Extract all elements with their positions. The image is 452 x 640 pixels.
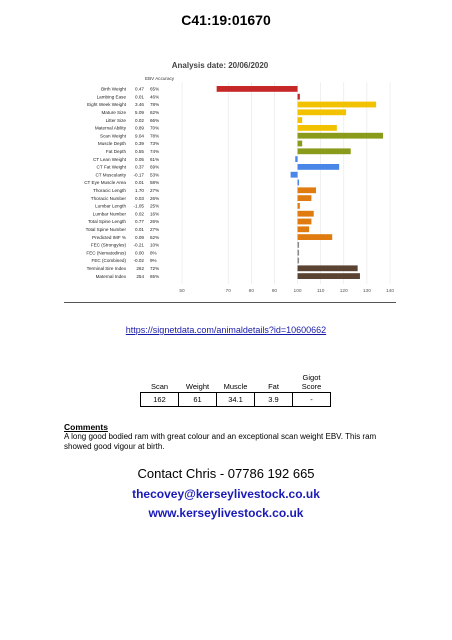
stats-value-gigot: -: [293, 393, 331, 407]
row-ebv: -0.02: [133, 258, 144, 264]
row-accuracy: 66%: [150, 117, 160, 123]
row-ebv: 3.46: [135, 102, 144, 108]
row-label: Muscle Depth: [97, 141, 126, 147]
ebv-bar: [298, 109, 347, 115]
row-accuracy: 65%: [150, 273, 160, 279]
contact-line: Contact Chris - 07786 192 665: [137, 466, 315, 481]
row-accuracy: 78%: [150, 133, 160, 139]
ebv-bar: [291, 172, 298, 178]
stats-value-scan: 162: [141, 393, 179, 407]
row-label: Thoracic Length: [93, 188, 126, 193]
ebv-bar: [298, 211, 314, 217]
ebv-bar: [298, 102, 377, 108]
row-accuracy: 26%: [150, 195, 160, 201]
ebv-bar: [298, 242, 300, 248]
row-ebv: 0.05: [135, 156, 144, 162]
row-accuracy: 65%: [150, 86, 160, 92]
chart-title: Analysis date: 20/06/2020: [171, 61, 269, 70]
ebv-bar: [298, 265, 358, 271]
ebv-bar: [298, 226, 310, 232]
row-accuracy: 46%: [150, 94, 160, 100]
row-ebv: 0.03: [135, 195, 144, 201]
row-label: Mature Size: [101, 110, 126, 115]
ebv-bar: [298, 133, 384, 139]
row-label: Total Spine Length: [87, 219, 126, 225]
x-tick-label: 70: [225, 289, 231, 294]
stats-header-row: [141, 368, 331, 393]
row-accuracy: 62%: [150, 110, 160, 115]
comments-text: A long good bodied ram with great colour and an exceptional scan weight EBV. This ram showed good vigour at birth.: [64, 432, 377, 451]
ebv-chart: [60, 58, 396, 320]
ebv-chart-svg: [60, 58, 396, 320]
row-ebv: 0.00: [135, 250, 144, 256]
x-tick-label: 140: [385, 289, 395, 294]
row-ebv: 0.01: [135, 94, 144, 100]
stats-header-weight: Weight: [179, 368, 217, 393]
row-ebv: 0.77: [135, 219, 144, 225]
x-tick-label: 80: [248, 289, 255, 294]
ebv-bar: [298, 148, 351, 154]
row-label: FEC (Nematodirus): [86, 250, 126, 256]
row-ebv: 0.55: [135, 149, 144, 154]
row-accuracy: 73%: [150, 141, 160, 147]
row-label: CT Lean Weight: [92, 156, 126, 162]
ebv-bar: [298, 164, 340, 170]
row-label: Fat Depth: [105, 149, 126, 154]
row-label: Maternal Index: [95, 273, 126, 279]
row-ebv: 9.04: [135, 133, 144, 139]
row-label: Terminal Sire Index: [86, 266, 126, 271]
ebv-bar: [217, 86, 298, 92]
x-tick-label: 50: [179, 289, 185, 294]
ebv-bar: [298, 250, 300, 256]
ebv-bar: [298, 234, 333, 240]
ebv-bar: [298, 117, 303, 123]
row-ebv: 0.89: [135, 125, 144, 131]
row-accuracy: 78%: [150, 102, 160, 108]
row-label: CT Muscularity: [95, 172, 126, 178]
x-tick-label: 130: [362, 289, 371, 294]
ebv-bar: [298, 219, 312, 225]
row-accuracy: 62%: [150, 234, 160, 240]
row-ebv: 0.09: [135, 234, 144, 240]
row-label: Eight Week Weight: [87, 102, 126, 108]
row-accuracy: 72%: [150, 266, 160, 271]
page-title: C41:19:01670: [181, 12, 271, 28]
stats-table: [140, 368, 331, 407]
ebv-bar: [298, 94, 300, 100]
ebv-bar: [298, 187, 316, 193]
row-accuracy: 27%: [150, 227, 160, 232]
row-ebv: 1.70: [135, 188, 144, 193]
row-label: Birth Weight: [101, 86, 126, 92]
row-accuracy: 70%: [150, 125, 160, 131]
ebv-bar: [298, 195, 312, 201]
row-label: Thoracic Number: [90, 195, 126, 201]
row-ebv: 254: [136, 273, 144, 279]
ebv-bar: [298, 141, 303, 147]
animal-details-link[interactable]: https://signetdata.com/animaldetails?id=10600662: [125, 325, 327, 335]
row-ebv: 0.02: [135, 117, 144, 123]
row-label: FEC (Strongyles): [90, 242, 126, 248]
chart-column-header: EBV Accuracy: [145, 76, 175, 81]
divider: [64, 302, 396, 303]
row-label: Predicted IMF %: [92, 234, 126, 240]
row-label: Maternal Ability: [94, 125, 126, 131]
row-label: FEC (Combined): [91, 258, 126, 264]
row-ebv: 5.09: [135, 110, 144, 115]
row-label: Lumbar Length: [95, 203, 126, 209]
row-accuracy: 16%: [150, 211, 160, 217]
row-accuracy: 26%: [150, 219, 160, 225]
x-tick-label: 90: [271, 289, 278, 294]
row-accuracy: 74%: [150, 149, 160, 154]
row-label: Total Spine Number: [85, 227, 126, 232]
row-ebv: 0.39: [135, 141, 144, 147]
row-ebv: -1.05: [133, 203, 144, 209]
row-label: Lumbar Number: [92, 211, 126, 217]
row-ebv: -0.17: [133, 172, 144, 178]
row-accuracy: 10%: [150, 242, 160, 248]
row-accuracy: 25%: [150, 203, 160, 209]
stats-value-row: [141, 393, 331, 407]
x-tick-label: 100: [293, 289, 302, 294]
ebv-bar: [298, 258, 300, 264]
row-label: CT Eye Muscle Area: [84, 180, 126, 186]
contact-website-link[interactable]: www.kerseylivestock.co.uk: [148, 506, 304, 520]
row-ebv: 0.02: [135, 211, 144, 217]
row-ebv: 262: [136, 266, 144, 271]
row-ebv: 0.47: [135, 86, 144, 92]
row-label: Scan Weight: [100, 133, 126, 139]
contact-email-link[interactable]: thecovey@kerseylivestock.co.uk: [132, 487, 320, 501]
row-label: CT Fat Weight: [96, 164, 126, 170]
row-accuracy: 69%: [150, 164, 160, 170]
ebv-bar: [298, 125, 337, 131]
ebv-bar: [295, 156, 297, 162]
stats-header-muscle: Muscle: [217, 368, 255, 393]
x-tick-label: 110: [316, 289, 325, 294]
stats-header-fat: Fat: [255, 368, 293, 393]
comments-heading: Comments: [64, 422, 108, 432]
row-ebv: 0.01: [135, 180, 144, 186]
row-accuracy: 58%: [150, 180, 160, 186]
row-accuracy: 61%: [150, 156, 160, 162]
ebv-bar: [298, 203, 300, 209]
stats-value-fat: 3.9: [255, 393, 293, 407]
stats-header-gigot: Gigot Score: [293, 368, 331, 393]
stats-value-weight: 61: [179, 393, 217, 407]
row-accuracy: 8%: [150, 250, 157, 256]
row-ebv: -0.21: [133, 242, 144, 248]
row-ebv: 0.37: [135, 164, 144, 170]
ebv-bar: [298, 273, 360, 279]
stats-value-muscle: 34.1: [217, 393, 255, 407]
row-accuracy: 53%: [150, 172, 160, 178]
stats-header-scan: Scan: [141, 368, 179, 393]
row-label: Lambing Ease: [96, 94, 126, 100]
row-accuracy: 9%: [150, 258, 157, 264]
row-accuracy: 27%: [150, 188, 160, 193]
x-tick-label: 120: [339, 289, 348, 294]
row-label: Litter Size: [105, 117, 126, 123]
ebv-bar: [298, 180, 300, 186]
row-ebv: 0.01: [135, 227, 144, 232]
